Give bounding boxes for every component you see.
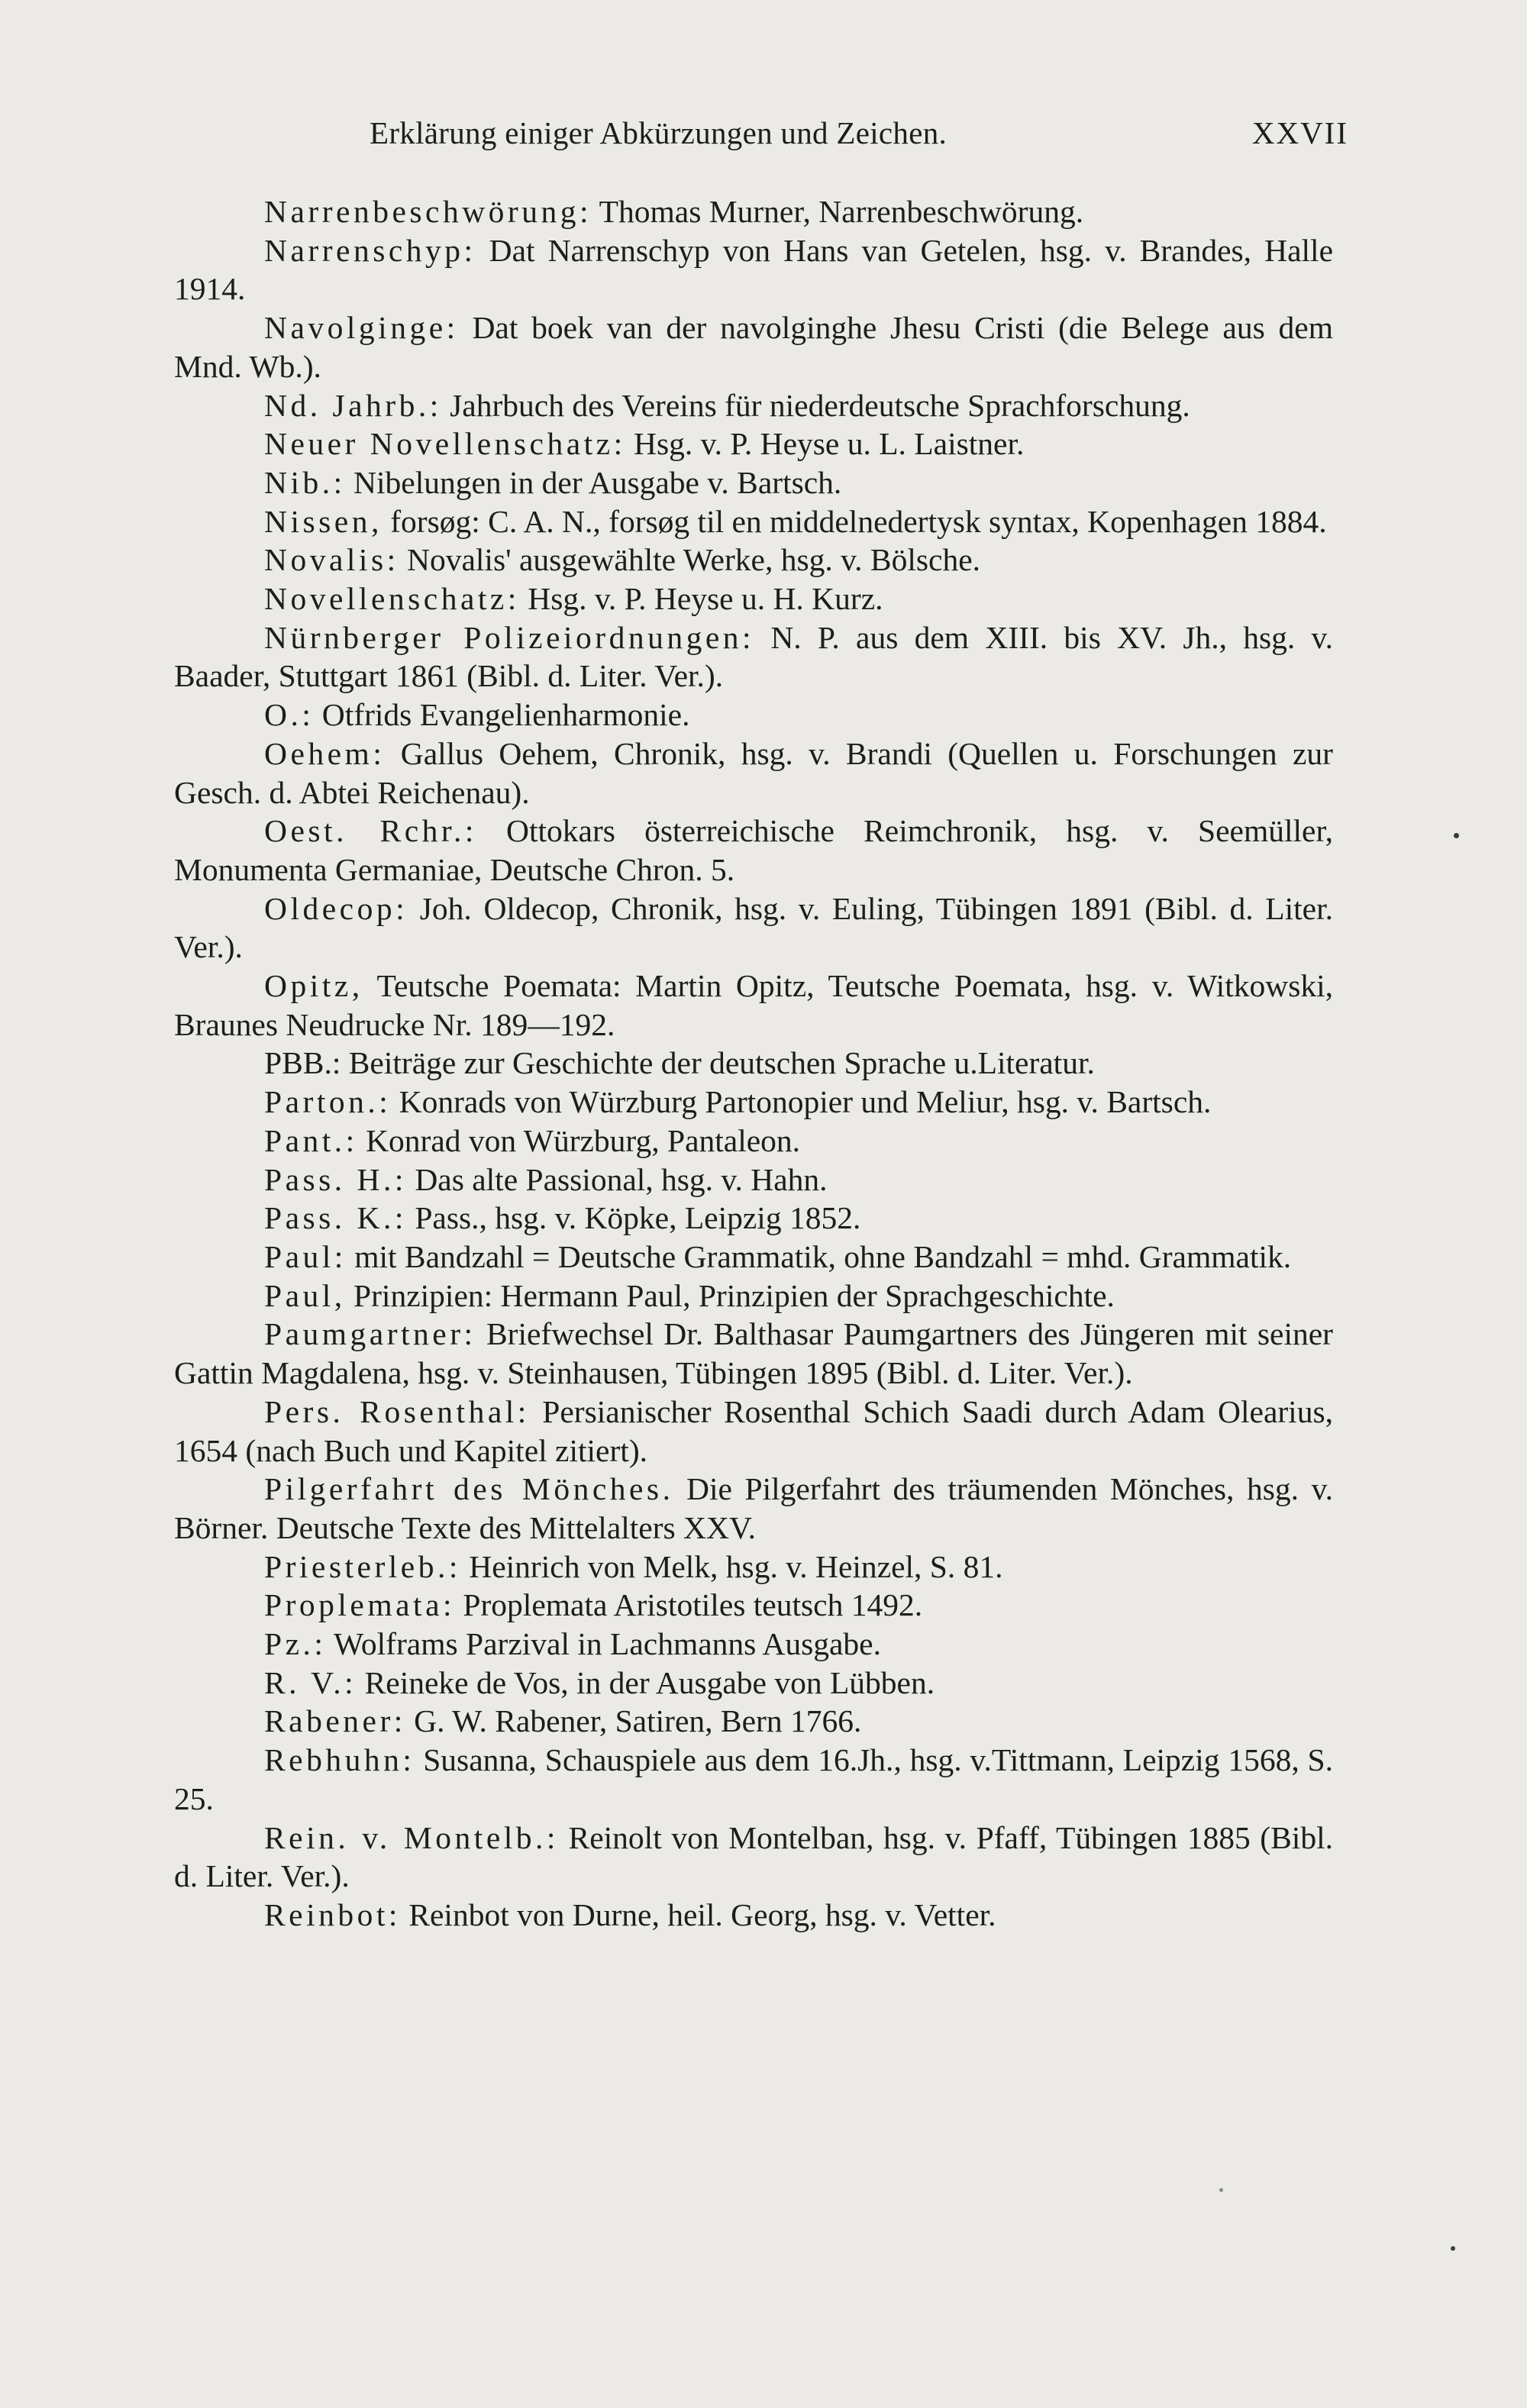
entry-text: Die Pilgerfahrt des träumenden Mönches, hsg. v. Börner. Deutsche Texte des Mittelalters XXV.	[174, 1471, 1333, 1545]
entry-text: Dat boek van der navolginghe Jhesu Cristi (die Belege aus dem Mnd. Wb.).	[174, 310, 1333, 384]
entry-text: Jahrbuch des Vereins für niederdeutsche Sprachforschung.	[441, 387, 1190, 423]
entry-term: Rebhuhn:	[264, 1742, 415, 1778]
page-number: XXVII	[1251, 115, 1348, 150]
entry-text: Das alte Passional, hsg. v. Hahn.	[406, 1161, 828, 1197]
entry-text: Pass., hsg. v. Köpke, Leipzig 1852.	[406, 1200, 861, 1236]
entry-text: Persianischer Rosenthal Schich Saadi durch Adam Olearius, 1654 (nach Buch und Kapitel zitiert).	[174, 1393, 1333, 1468]
entry-term: Rein. v. Montelb.:	[264, 1819, 559, 1855]
entry-term: Rabener:	[264, 1703, 406, 1739]
entry-term: Paul,	[264, 1277, 346, 1313]
abbreviation-entry	[174, 618, 1333, 696]
entry-text: Otfrids Evangelienharmonie.	[314, 697, 690, 733]
entry-term: Novalis:	[264, 542, 399, 578]
entry-text: G. W. Rabener, Satiren, Bern 1766.	[405, 1703, 862, 1739]
abbreviation-entry	[174, 1083, 1333, 1122]
entry-text: Ottokars österreichische Reimchronik, hsg. v. Seemüller, Monumenta Germaniae, Deutsche Chron. 5.	[174, 813, 1333, 887]
entry-term: Navolginge:	[264, 310, 459, 346]
entry-term: Oest. Rchr.:	[264, 813, 477, 849]
entry-text: Novalis' ausgewählte Werke, hsg. v. Bölsche.	[399, 542, 980, 578]
entry-text: Thomas Murner, Narrenbeschwörung.	[592, 194, 1084, 229]
abbreviation-entry	[174, 579, 1333, 618]
entry-term: PBB.:	[264, 1045, 341, 1081]
entry-term: O.:	[264, 697, 315, 733]
entry-text: forsøg: C. A. N., forsøg til en middelnedertysk syntax, Kopenhagen 1884.	[382, 503, 1327, 539]
entry-term: Paumgartner:	[264, 1316, 476, 1352]
abbreviation-entry	[174, 812, 1333, 889]
entry-term: Parton.:	[264, 1084, 392, 1120]
header-title: Erklärung einiger Abkürzungen und Zeichen.	[370, 115, 948, 150]
entry-text: Konrad von Würzburg, Pantaleon.	[357, 1122, 801, 1158]
abbreviation-entry	[174, 1122, 1333, 1160]
entry-text: Susanna, Schauspiele aus dem 16.Jh., hsg. v.Tittmann, Leipzig 1568, S. 25.	[174, 1742, 1333, 1816]
abbreviation-entry	[174, 967, 1333, 1044]
entry-term: Paul:	[264, 1238, 347, 1274]
entry-text: Reinbot von Durne, heil. Georg, hsg. v. Vetter.	[400, 1896, 996, 1932]
abbreviation-entry	[174, 1199, 1333, 1238]
ink-speck	[1219, 2188, 1223, 2192]
abbreviation-entry	[174, 1548, 1333, 1587]
abbreviation-entry	[174, 463, 1333, 502]
entry-text: Beiträge zur Geschichte der deutschen Sprache u.Literatur.	[341, 1045, 1095, 1081]
entry-term: Pilgerfahrt des Mönches.	[264, 1471, 674, 1507]
abbreviation-entry	[174, 386, 1333, 425]
abbreviation-entry	[174, 541, 1333, 579]
ink-speck	[1454, 833, 1459, 838]
abbreviation-entry	[174, 308, 1333, 386]
entry-text: Teutsche Poemata: Martin Opitz, Teutsche Poemata, hsg. v. Witkowski, Braunes Neudrucke Nr. 189—192.	[174, 968, 1333, 1042]
entry-text: Reinolt von Montelban, hsg. v. Pfaff, Tübingen 1885 (Bibl. d. Liter. Ver.).	[174, 1819, 1333, 1894]
abbreviation-entry	[174, 1470, 1333, 1547]
entry-term: Opitz,	[264, 968, 363, 1004]
entry-term: Pers. Rosenthal:	[264, 1393, 530, 1429]
abbreviation-list	[174, 192, 1333, 1935]
entry-term: Pass. K.:	[264, 1200, 407, 1236]
entry-text: Reineke de Vos, in der Ausgabe von Lübben.	[357, 1664, 935, 1700]
entry-text: Proplemata Aristotiles teutsch 1492.	[455, 1587, 923, 1623]
abbreviation-entry	[174, 1741, 1333, 1818]
entry-term: Nürnberger Polizeiordnungen:	[264, 619, 755, 655]
entry-term: Nissen,	[264, 503, 383, 539]
abbreviation-entry	[174, 1277, 1333, 1315]
entry-term: Oldecop:	[264, 890, 408, 926]
abbreviation-entry	[174, 424, 1333, 463]
abbreviation-entry	[174, 1896, 1333, 1935]
entry-text: Konrads von Würzburg Partonopier und Meliur, hsg. v. Bartsch.	[391, 1084, 1212, 1120]
entry-term: Pant.:	[264, 1122, 358, 1158]
abbreviation-entry	[174, 1702, 1333, 1741]
running-header	[370, 113, 1348, 153]
abbreviation-entry	[174, 734, 1333, 812]
abbreviation-entry	[174, 1393, 1333, 1470]
abbreviation-entry	[174, 1819, 1333, 1896]
entry-term: Priesterleb.:	[264, 1548, 461, 1584]
entry-text: Hsg. v. P. Heyse u. L. Laistner.	[625, 426, 1025, 462]
entry-term: R. V.:	[264, 1664, 357, 1700]
abbreviation-entry	[174, 1160, 1333, 1199]
abbreviation-entry	[174, 1315, 1333, 1392]
abbreviation-entry	[174, 1625, 1333, 1664]
entry-text: Nibelungen in der Ausgabe v. Bartsch.	[345, 464, 842, 500]
entry-text: mit Bandzahl = Deutsche Grammatik, ohne Bandzahl = mhd. Grammatik.	[346, 1238, 1292, 1274]
entry-term: Proplemata:	[264, 1587, 456, 1623]
entry-text: Prinzipien: Hermann Paul, Prinzipien der Sprachgeschichte.	[345, 1277, 1115, 1313]
abbreviation-entry	[174, 1586, 1333, 1625]
abbreviation-entry	[174, 1238, 1333, 1277]
abbreviation-entry	[174, 889, 1333, 967]
entry-text: Dat Narrenschyp von Hans van Getelen, hsg. v. Brandes, Halle 1914.	[174, 232, 1333, 307]
abbreviation-entry	[174, 1664, 1333, 1703]
ink-speck	[1451, 2246, 1455, 2251]
entry-term: Neuer Novellenschatz:	[264, 426, 626, 462]
abbreviation-entry	[174, 1044, 1333, 1083]
abbreviation-entry	[174, 192, 1333, 231]
entry-term: Novellenschatz:	[264, 581, 520, 617]
entry-term: Nd. Jahrb.:	[264, 387, 442, 423]
entry-term: Nib.:	[264, 464, 346, 500]
abbreviation-entry	[174, 696, 1333, 734]
entry-term: Reinbot:	[264, 1896, 401, 1932]
entry-term: Pass. H.:	[264, 1161, 407, 1197]
entry-term: Narrenschyp:	[264, 232, 476, 268]
entry-text: Hsg. v. P. Heyse u. H. Kurz.	[519, 581, 883, 617]
entry-text: N. P. aus dem XIII. bis XV. Jh., hsg. v. Baader, Stuttgart 1861 (Bibl. d. Liter. Ver.).	[174, 619, 1333, 694]
entry-text: Joh. Oldecop, Chronik, hsg. v. Euling, Tübingen 1891 (Bibl. d. Liter. Ver.).	[174, 890, 1333, 965]
entry-text: Briefwechsel Dr. Balthasar Paumgartners des Jüngeren mit seiner Gattin Magdalena, hsg. v. Steinhausen, Tübingen 1895 (Bibl. d. Liter. Ver.).	[174, 1316, 1333, 1391]
entry-text: Gallus Oehem, Chronik, hsg. v. Brandi (Quellen u. Forschungen zur Gesch. d. Abtei Reichenau).	[174, 735, 1333, 810]
entry-text: Wolframs Parzival in Lachmanns Ausgabe.	[326, 1626, 881, 1662]
abbreviation-entry	[174, 231, 1333, 308]
abbreviation-entry	[174, 502, 1333, 541]
entry-text: Heinrich von Melk, hsg. v. Heinzel, S. 81.	[460, 1548, 1003, 1584]
entry-term: Narrenbeschwörung:	[264, 194, 592, 229]
entry-term: Oehem:	[264, 735, 386, 771]
entry-term: Pz.:	[264, 1626, 327, 1662]
